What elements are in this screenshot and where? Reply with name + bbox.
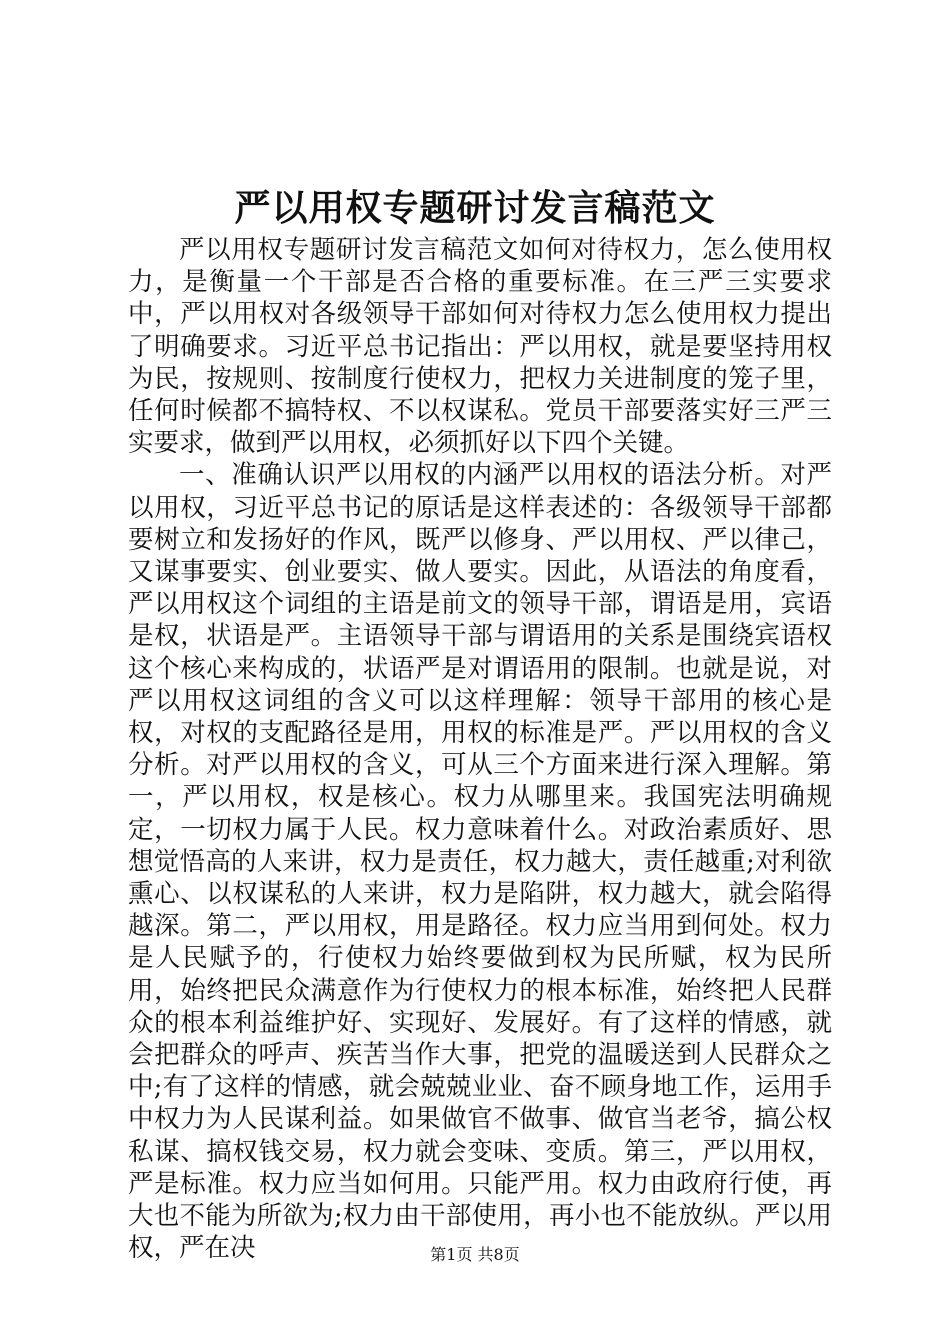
paragraph-intro: 严以用权专题研讨发言稿范文如何对待权力，怎么使用权力，是衡量一个干部是否合格的重要标准。在三严三实要求中，严以用权对各级领导干部如何对待权力怎么使用权力提出了明确要求。习近平总书记指出：严以用权，就是要坚持用权为民，按规则、按制度行使权力，把权力关进制度的笼子里，任何时候都不搞特权、不以权谋私。党员干部要落实好三严三实要求，做到严以用权，必须抓好以下四个关键。 — [128, 235, 832, 459]
paragraph-section-one: 一、准确认识严以用权的内涵严以用权的语法分析。对严以用权，习近平总书记的原话是这样表述的：各级领导干部都要树立和发扬好的作风，既严以修身、严以用权、严以律己，又谋事要实、创业要实、做人要实。因此，从语法的角度看，严以用权这个词组的主语是前文的领导干部，谓语是用，宾语是权，状语是严。主语领导干部与谓语用的关系是围绕宾语权这个核心来构成的，状语严是对谓语用的限制。也就是说，对严以用权这词组的含义可以这样理解：领导干部用的核心是权，对权的支配路径是用，用权的标准是严。严以用权的含义分析。对严以用权的含义，可从三个方面来进行深入理解。第一，严以用权，权是核心。权力从哪里来。我国宪法明确规定，一切权力属于人民。权力意味着什么。对政治素质好、思想觉悟高的人来讲，权力是责任，权力越大，责任越重;对利欲熏心、以权谋私的人来讲，权力是陷阱，权力越大，就会陷得越深。第二，严以用权，用是路径。权力应当用到何处。权力是人民赋予的，行使权力始终要做到权为民所赋，权为民所用，始终把民众满意作为行使权力的根本标准，始终把人民群众的根本利益维护好、实现好、发展好。有了这样的情感，就会把群众的呼声、疾苦当作大事，把党的温暖送到人民群众之中;有了这样的情感，就会兢兢业业、奋不顾身地工作，运用手中权力为人民谋利益。如果做官不做事、做官当老爷，搞公权私谋、搞权钱交易，权力就会变味、变质。第三，严以用权，严是标准。权力应当如何用。只能严用。权力由政府行使，再大也不能为所欲为;权力由干部使用，再小也不能放纵。严以用权，严在决 — [128, 460, 832, 1264]
page-footer: 第1页 共8页 — [430, 1245, 520, 1264]
document-body — [128, 234, 832, 1265]
document-title: 严以用权专题研讨发言稿范文 — [234, 187, 716, 229]
